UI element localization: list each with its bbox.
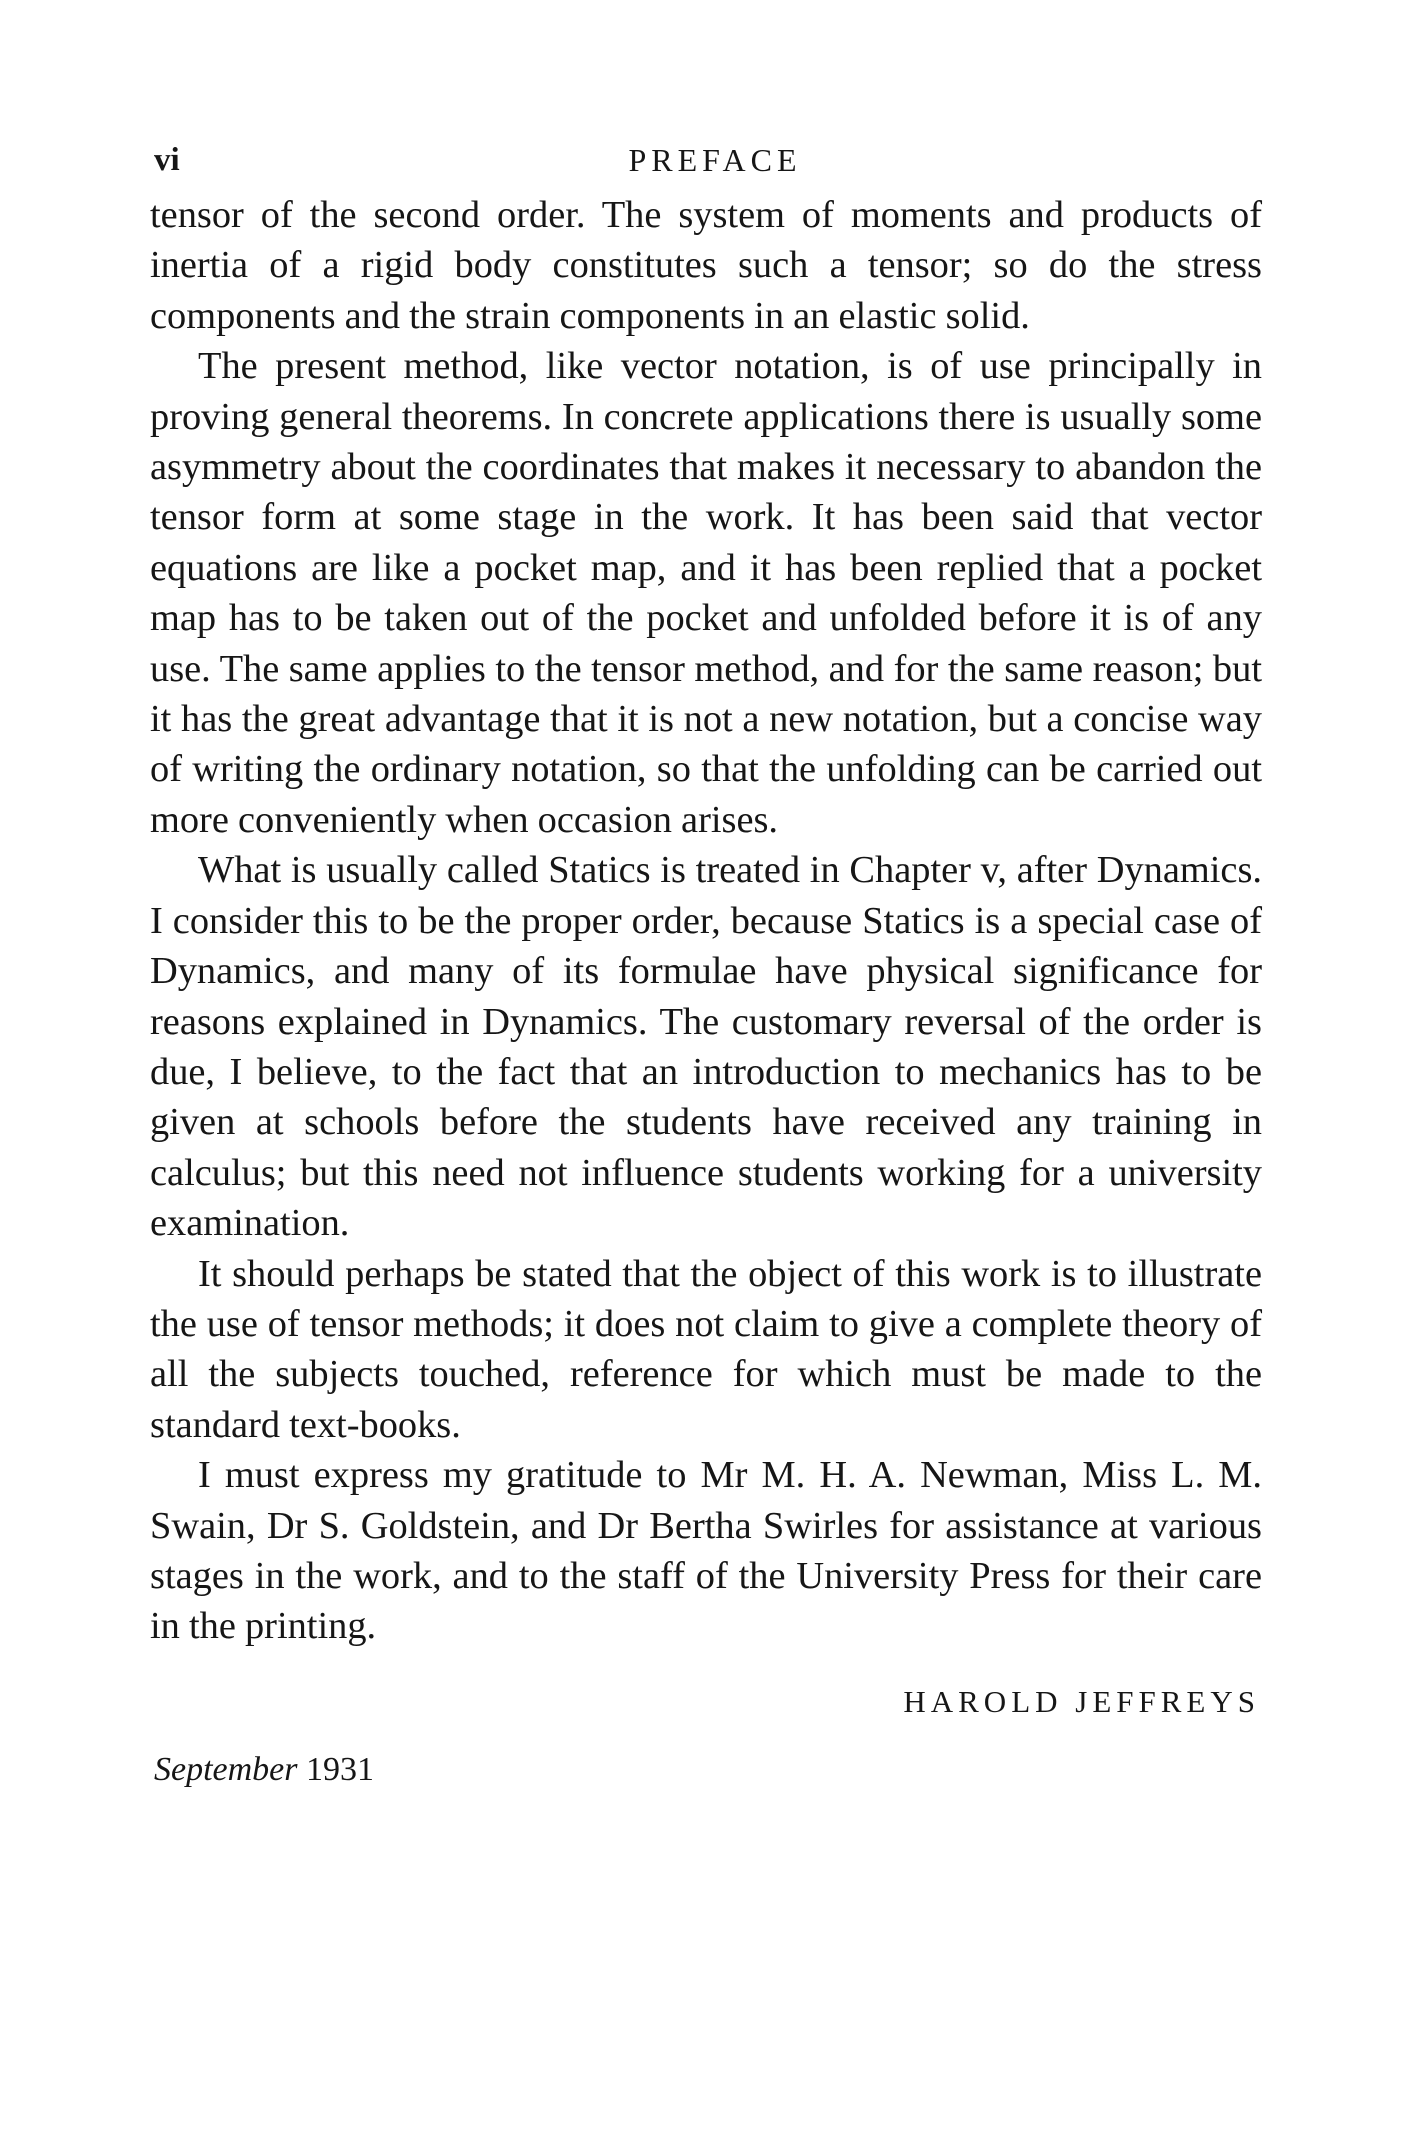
paragraph-object: It should perhaps be stated that the object of this work is to illustrate the use of tensor methods; it does not claim to give a complete theory of all the subjects touched, reference for which must be made to the standard text-books. <box>150 1252 1262 1446</box>
book-page <box>150 130 1262 1792</box>
paragraph-statics: What is usually called Statics is treated in Chapter v, after Dynamics. I consider this to be the proper order, because Statics is a special case of Dynamics, and many of its formulae have physical significance for reasons explained in Dynamics. The customary reversal of the order is due, I believe, to the fact that an introduction to mechanics has to be given at schools before the students have received any training in calculus; but this need not influence students working for a university examination. <box>150 849 1262 1245</box>
running-head <box>150 130 1262 190</box>
paragraph-tensor-method: The present method, like vector notation, is of use principally in proving general theorems. In concrete applications there is usually some asymmetry about the coordinates that makes it necessary to abandon the tensor form at some stage in the work. It has been said that vector equations are like a pocket map, and it has been replied that a pocket map has to be taken out of the pocket and unfolded before it is of any use. The same applies to the tensor method, and for the same reason; but it has the great advantage that it is not a new notation, but a concise way of writing the ordinary notation, so that the unfolding can be carried out more conveniently when occasion arises. <box>150 345 1262 841</box>
dateline <box>150 1748 1262 1792</box>
running-title: PREFACE <box>628 142 802 178</box>
date-month: September <box>154 1750 298 1788</box>
date-year: 1931 <box>306 1750 375 1788</box>
preface-body <box>150 190 1262 1652</box>
author-signature: HAROLD JEFFREYS <box>903 1683 1260 1719</box>
page-number: vi <box>154 142 180 178</box>
paragraph-acknowledgements: I must express my gratitude to Mr M. H. A. Newman, Miss L. M. Swain, Dr S. Goldstein, and Dr Bertha Swirles for assistance at various stages in the work, and to the staff of the University Press for their care in the printing. <box>150 1454 1262 1648</box>
paragraph-continuation: tensor of the second order. The system of moments and products of inertia of a rigid body constitutes such a tensor; so do the stress components and the strain components in an elastic solid. <box>150 194 1262 337</box>
